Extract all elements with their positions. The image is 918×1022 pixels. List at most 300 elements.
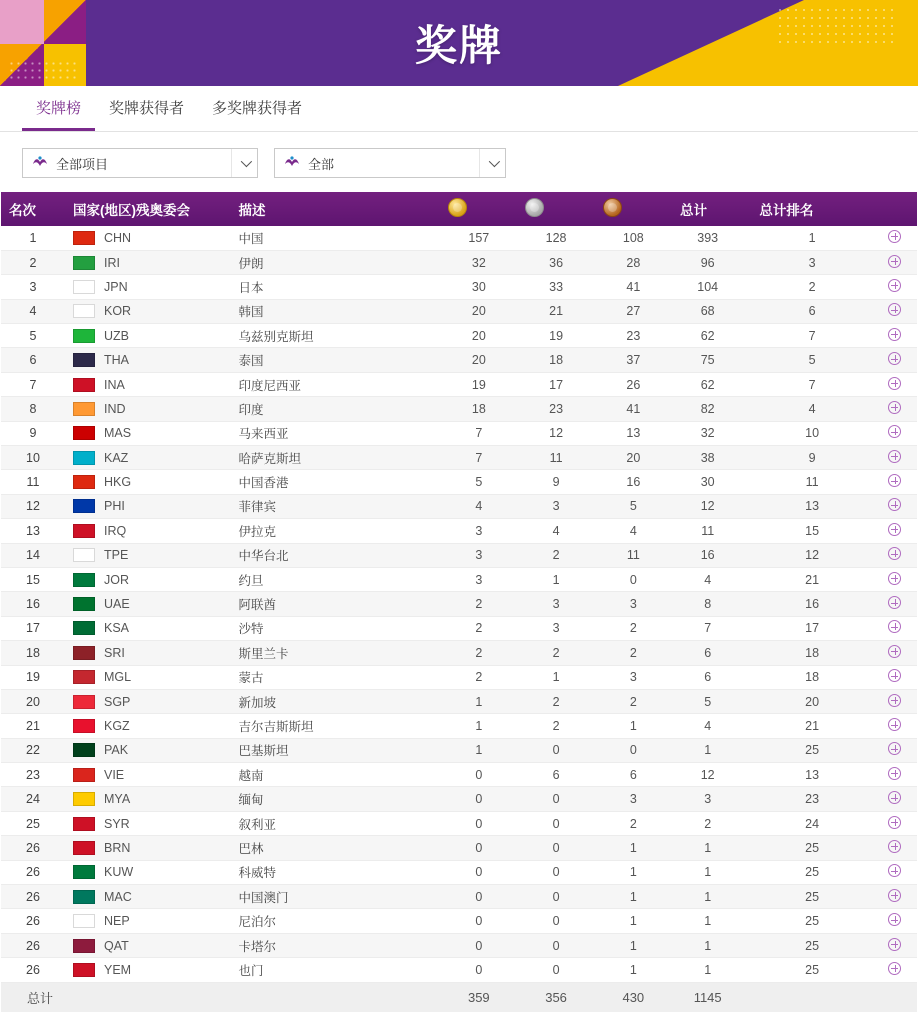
expand-row-icon[interactable] xyxy=(888,498,901,511)
table-row[interactable] xyxy=(1,324,917,348)
cell-description: 马来西亚 xyxy=(231,421,441,445)
cell-description: 蒙古 xyxy=(231,665,441,689)
tab-bar xyxy=(0,86,918,132)
expand-row-icon[interactable] xyxy=(888,645,901,658)
cell-noc xyxy=(65,738,231,762)
cell-actions[interactable] xyxy=(873,689,917,713)
noc-filter-select[interactable] xyxy=(274,148,506,178)
cell-total: 8 xyxy=(672,592,751,616)
cell-actions[interactable] xyxy=(873,885,917,909)
cell-bronze: 28 xyxy=(595,250,672,274)
cell-rank: 22 xyxy=(1,738,65,762)
cell-silver: 21 xyxy=(517,299,594,323)
flag-icon xyxy=(73,378,95,392)
cell-silver: 2 xyxy=(517,543,594,567)
cell-total-rank: 18 xyxy=(751,665,872,689)
column-bronze[interactable] xyxy=(595,192,672,226)
expand-row-icon[interactable] xyxy=(888,255,901,268)
cell-gold: 2 xyxy=(440,665,517,689)
flag-icon xyxy=(73,963,95,977)
cell-total-rank: 18 xyxy=(751,641,872,665)
noc-code: MAS xyxy=(104,426,132,441)
cell-bronze: 2 xyxy=(595,811,672,835)
games-logo-icon xyxy=(283,155,301,171)
table-row[interactable] xyxy=(1,446,917,470)
table-row[interactable] xyxy=(1,372,917,396)
expand-row-icon[interactable] xyxy=(888,328,901,341)
cell-actions[interactable] xyxy=(873,909,917,933)
expand-row-icon[interactable] xyxy=(888,816,901,829)
cell-description: 中国香港 xyxy=(231,470,441,494)
flag-icon xyxy=(73,524,95,538)
footer-label: 总计 xyxy=(1,982,440,1012)
cell-actions[interactable] xyxy=(873,811,917,835)
footer-silver: 356 xyxy=(517,982,594,1012)
column-rank[interactable]: 名次 xyxy=(1,192,65,226)
cell-rank: 16 xyxy=(1,592,65,616)
noc-code: CHN xyxy=(104,230,132,245)
column-silver[interactable] xyxy=(517,192,594,226)
cell-actions[interactable] xyxy=(873,470,917,494)
cell-silver: 36 xyxy=(517,250,594,274)
flag-icon xyxy=(73,573,95,587)
cell-rank: 20 xyxy=(1,689,65,713)
cell-actions[interactable] xyxy=(873,226,917,250)
cell-noc xyxy=(65,763,231,787)
cell-total: 68 xyxy=(672,299,751,323)
cell-bronze: 41 xyxy=(595,275,672,299)
tab-medal-standings[interactable]: 奖牌榜 xyxy=(22,85,95,131)
cell-silver: 1 xyxy=(517,567,594,591)
cell-description: 缅甸 xyxy=(231,787,441,811)
cell-rank: 26 xyxy=(1,836,65,860)
table-row[interactable] xyxy=(1,567,917,591)
expand-row-icon[interactable] xyxy=(888,742,901,755)
cell-description: 巴林 xyxy=(231,836,441,860)
cell-actions[interactable] xyxy=(873,299,917,323)
noc-code: UAE xyxy=(104,597,130,612)
flag-icon xyxy=(73,402,95,416)
cell-total-rank: 10 xyxy=(751,421,872,445)
table-row[interactable] xyxy=(1,885,917,909)
cell-noc xyxy=(65,641,231,665)
expand-row-icon[interactable] xyxy=(888,669,901,682)
table-row[interactable] xyxy=(1,763,917,787)
table-row[interactable] xyxy=(1,665,917,689)
cell-total: 30 xyxy=(672,470,751,494)
expand-row-icon[interactable] xyxy=(888,523,901,536)
flag-icon xyxy=(73,451,95,465)
table-row[interactable] xyxy=(1,958,917,982)
cell-rank: 10 xyxy=(1,446,65,470)
expand-row-icon[interactable] xyxy=(888,620,901,633)
cell-rank: 2 xyxy=(1,250,65,274)
cell-total-rank: 25 xyxy=(751,933,872,957)
cell-gold: 2 xyxy=(440,592,517,616)
column-gold[interactable] xyxy=(440,192,517,226)
cell-silver: 0 xyxy=(517,933,594,957)
cell-noc xyxy=(65,397,231,421)
table-row[interactable] xyxy=(1,811,917,835)
cell-actions[interactable] xyxy=(873,616,917,640)
cell-silver: 1 xyxy=(517,665,594,689)
cell-description: 印度 xyxy=(231,397,441,421)
cell-noc xyxy=(65,421,231,445)
cell-noc xyxy=(65,836,231,860)
cell-rank: 3 xyxy=(1,275,65,299)
cell-noc xyxy=(65,885,231,909)
cell-gold: 19 xyxy=(440,372,517,396)
cell-actions[interactable] xyxy=(873,494,917,518)
table-row[interactable] xyxy=(1,689,917,713)
cell-silver: 2 xyxy=(517,714,594,738)
cell-rank: 5 xyxy=(1,324,65,348)
cell-actions[interactable] xyxy=(873,860,917,884)
cell-description: 印度尼西亚 xyxy=(231,372,441,396)
noc-code: THA xyxy=(104,353,129,368)
table-row[interactable] xyxy=(1,714,917,738)
cell-noc xyxy=(65,470,231,494)
cell-total: 12 xyxy=(672,494,751,518)
expand-row-icon[interactable] xyxy=(888,352,901,365)
cell-total-rank: 12 xyxy=(751,543,872,567)
cell-bronze: 3 xyxy=(595,787,672,811)
expand-row-icon[interactable] xyxy=(888,718,901,731)
cell-silver: 0 xyxy=(517,909,594,933)
flag-icon xyxy=(73,695,95,709)
cell-silver: 9 xyxy=(517,470,594,494)
cell-total-rank: 7 xyxy=(751,372,872,396)
cell-total-rank: 15 xyxy=(751,519,872,543)
cell-bronze: 108 xyxy=(595,226,672,250)
cell-description: 也门 xyxy=(231,958,441,982)
cell-bronze: 1 xyxy=(595,860,672,884)
expand-row-icon[interactable] xyxy=(888,572,901,585)
table-row[interactable] xyxy=(1,519,917,543)
column-total[interactable]: 总计 xyxy=(672,192,751,226)
flag-icon xyxy=(73,914,95,928)
cell-silver: 4 xyxy=(517,519,594,543)
tab-medallists[interactable]: 奖牌获得者 xyxy=(109,100,185,117)
cell-bronze: 3 xyxy=(595,665,672,689)
chevron-down-icon[interactable] xyxy=(231,149,257,177)
cell-total-rank: 2 xyxy=(751,275,872,299)
expand-row-icon[interactable] xyxy=(888,377,901,390)
cell-total-rank: 17 xyxy=(751,616,872,640)
cell-total-rank: 6 xyxy=(751,299,872,323)
noc-code: INA xyxy=(104,377,125,392)
expand-row-icon[interactable] xyxy=(888,474,901,487)
cell-rank: 26 xyxy=(1,909,65,933)
cell-description: 中国 xyxy=(231,226,441,250)
cell-actions[interactable] xyxy=(873,348,917,372)
cell-description: 韩国 xyxy=(231,299,441,323)
cell-description: 阿联酋 xyxy=(231,592,441,616)
table-row[interactable] xyxy=(1,641,917,665)
cell-bronze: 20 xyxy=(595,446,672,470)
cell-gold: 3 xyxy=(440,519,517,543)
cell-bronze: 26 xyxy=(595,372,672,396)
cell-rank: 25 xyxy=(1,811,65,835)
cell-total-rank: 20 xyxy=(751,689,872,713)
table-row[interactable] xyxy=(1,860,917,884)
table-row[interactable] xyxy=(1,933,917,957)
cell-silver: 0 xyxy=(517,811,594,835)
flag-icon xyxy=(73,548,95,562)
footer-total-rank xyxy=(751,982,872,1012)
cell-bronze: 4 xyxy=(595,519,672,543)
cell-gold: 1 xyxy=(440,714,517,738)
cell-gold: 5 xyxy=(440,470,517,494)
table-row[interactable] xyxy=(1,226,917,250)
cell-bronze: 1 xyxy=(595,836,672,860)
cell-bronze: 37 xyxy=(595,348,672,372)
cell-actions[interactable] xyxy=(873,567,917,591)
table-row[interactable] xyxy=(1,250,917,274)
expand-row-icon[interactable] xyxy=(888,401,901,414)
cell-gold: 0 xyxy=(440,885,517,909)
cell-total-rank: 25 xyxy=(751,885,872,909)
cell-actions[interactable] xyxy=(873,958,917,982)
cell-silver: 3 xyxy=(517,494,594,518)
flag-icon xyxy=(73,743,95,757)
cell-actions[interactable] xyxy=(873,714,917,738)
noc-code: JPN xyxy=(104,279,128,294)
table-row[interactable] xyxy=(1,738,917,762)
flag-icon xyxy=(73,475,95,489)
cell-silver: 128 xyxy=(517,226,594,250)
cell-rank: 8 xyxy=(1,397,65,421)
table-row[interactable] xyxy=(1,494,917,518)
cell-actions[interactable] xyxy=(873,641,917,665)
column-actions xyxy=(873,192,917,226)
cell-actions[interactable] xyxy=(873,836,917,860)
cell-total: 1 xyxy=(672,860,751,884)
cell-total-rank: 4 xyxy=(751,397,872,421)
sport-filter-select[interactable] xyxy=(22,148,258,178)
flag-icon xyxy=(73,792,95,806)
cell-silver: 0 xyxy=(517,836,594,860)
cell-total-rank: 3 xyxy=(751,250,872,274)
cell-actions[interactable] xyxy=(873,372,917,396)
cell-rank: 26 xyxy=(1,885,65,909)
cell-gold: 0 xyxy=(440,958,517,982)
cell-description: 叙利亚 xyxy=(231,811,441,835)
noc-code: KUW xyxy=(104,865,134,880)
cell-gold: 3 xyxy=(440,567,517,591)
cell-actions[interactable] xyxy=(873,763,917,787)
cell-silver: 18 xyxy=(517,348,594,372)
noc-code: UZB xyxy=(104,328,129,343)
expand-row-icon[interactable] xyxy=(888,791,901,804)
noc-code: PAK xyxy=(104,743,129,758)
cell-total-rank: 21 xyxy=(751,567,872,591)
noc-code: KGZ xyxy=(104,719,130,733)
cell-total: 82 xyxy=(672,397,751,421)
expand-row-icon[interactable] xyxy=(888,425,901,438)
cell-bronze: 1 xyxy=(595,714,672,738)
noc-code: KSA xyxy=(104,621,130,636)
cell-actions[interactable] xyxy=(873,592,917,616)
cell-rank: 21 xyxy=(1,714,65,738)
expand-row-icon[interactable] xyxy=(888,694,901,707)
cell-actions[interactable] xyxy=(873,787,917,811)
table-row[interactable] xyxy=(1,592,917,616)
cell-total: 75 xyxy=(672,348,751,372)
noc-code: KAZ xyxy=(104,450,129,465)
cell-description: 约旦 xyxy=(231,567,441,591)
cell-total: 96 xyxy=(672,250,751,274)
expand-row-icon[interactable] xyxy=(888,889,901,902)
noc-code: KOR xyxy=(104,304,132,319)
cell-gold: 20 xyxy=(440,299,517,323)
cell-noc xyxy=(65,324,231,348)
cell-silver: 0 xyxy=(517,885,594,909)
expand-row-icon[interactable] xyxy=(888,962,901,975)
flag-icon xyxy=(73,256,95,270)
tab-multi-medallists[interactable]: 多奖牌获得者 xyxy=(212,100,303,117)
cell-rank: 19 xyxy=(1,665,65,689)
cell-description: 卡塔尔 xyxy=(231,933,441,957)
column-description[interactable]: 描述 xyxy=(231,192,441,226)
cell-rank: 23 xyxy=(1,763,65,787)
cell-description: 新加坡 xyxy=(231,689,441,713)
cell-noc xyxy=(65,714,231,738)
cell-total: 6 xyxy=(672,665,751,689)
cell-actions[interactable] xyxy=(873,324,917,348)
table-row[interactable] xyxy=(1,299,917,323)
cell-actions[interactable] xyxy=(873,519,917,543)
table-row[interactable] xyxy=(1,909,917,933)
cell-description: 菲律宾 xyxy=(231,494,441,518)
cell-bronze: 3 xyxy=(595,592,672,616)
cell-actions[interactable] xyxy=(873,933,917,957)
flag-icon xyxy=(73,768,95,782)
page-banner xyxy=(0,0,918,86)
table-row[interactable] xyxy=(1,543,917,567)
expand-row-icon[interactable] xyxy=(888,938,901,951)
expand-row-icon[interactable] xyxy=(888,840,901,853)
chevron-down-icon[interactable] xyxy=(479,149,505,177)
cell-total: 38 xyxy=(672,446,751,470)
cell-bronze: 1 xyxy=(595,885,672,909)
expand-row-icon[interactable] xyxy=(888,230,901,243)
cell-rank: 9 xyxy=(1,421,65,445)
cell-rank: 26 xyxy=(1,860,65,884)
cell-total-rank: 25 xyxy=(751,738,872,762)
cell-actions[interactable] xyxy=(873,665,917,689)
cell-bronze: 2 xyxy=(595,616,672,640)
cell-actions[interactable] xyxy=(873,738,917,762)
cell-noc xyxy=(65,446,231,470)
noc-code: MYA xyxy=(104,792,131,807)
expand-row-icon[interactable] xyxy=(888,767,901,780)
flag-icon xyxy=(73,719,95,733)
cell-bronze: 2 xyxy=(595,641,672,665)
cell-total: 393 xyxy=(672,226,751,250)
table-body xyxy=(1,226,917,982)
cell-description: 日本 xyxy=(231,275,441,299)
cell-actions[interactable] xyxy=(873,250,917,274)
cell-actions[interactable] xyxy=(873,275,917,299)
cell-noc xyxy=(65,543,231,567)
cell-total-rank: 5 xyxy=(751,348,872,372)
cell-silver: 2 xyxy=(517,641,594,665)
cell-gold: 0 xyxy=(440,763,517,787)
cell-total: 1 xyxy=(672,738,751,762)
cell-silver: 33 xyxy=(517,275,594,299)
table-row[interactable] xyxy=(1,470,917,494)
cell-silver: 19 xyxy=(517,324,594,348)
games-logo-icon xyxy=(31,155,49,171)
column-total-rank[interactable]: 总计排名 xyxy=(751,192,872,226)
cell-description: 中华台北 xyxy=(231,543,441,567)
column-noc[interactable]: 国家(地区)残奥委会 xyxy=(65,192,231,226)
cell-noc xyxy=(65,299,231,323)
cell-total-rank: 25 xyxy=(751,909,872,933)
flag-icon xyxy=(73,499,95,513)
cell-actions[interactable] xyxy=(873,543,917,567)
expand-row-icon[interactable] xyxy=(888,913,901,926)
medal-standings-table xyxy=(1,192,917,1012)
table-row[interactable] xyxy=(1,348,917,372)
cell-total-rank: 16 xyxy=(751,592,872,616)
cell-rank: 4 xyxy=(1,299,65,323)
table-row[interactable] xyxy=(1,397,917,421)
cell-total: 5 xyxy=(672,689,751,713)
expand-row-icon[interactable] xyxy=(888,547,901,560)
cell-silver: 17 xyxy=(517,372,594,396)
cell-actions[interactable] xyxy=(873,446,917,470)
cell-actions[interactable] xyxy=(873,397,917,421)
cell-rank: 26 xyxy=(1,958,65,982)
cell-bronze: 13 xyxy=(595,421,672,445)
cell-total: 1 xyxy=(672,836,751,860)
cell-description: 越南 xyxy=(231,763,441,787)
cell-description: 哈萨克斯坦 xyxy=(231,446,441,470)
cell-total: 6 xyxy=(672,641,751,665)
expand-row-icon[interactable] xyxy=(888,303,901,316)
cell-total-rank: 11 xyxy=(751,470,872,494)
table-row[interactable] xyxy=(1,616,917,640)
noc-code: VIE xyxy=(104,767,125,782)
table-row[interactable] xyxy=(1,787,917,811)
flag-icon xyxy=(73,353,95,367)
sport-filter-value: 全部项目 xyxy=(56,156,109,172)
table-row[interactable] xyxy=(1,275,917,299)
cell-silver: 23 xyxy=(517,397,594,421)
expand-row-icon[interactable] xyxy=(888,450,901,463)
cell-total-rank: 25 xyxy=(751,958,872,982)
table-row[interactable] xyxy=(1,836,917,860)
cell-description: 泰国 xyxy=(231,348,441,372)
cell-total: 12 xyxy=(672,763,751,787)
cell-actions[interactable] xyxy=(873,421,917,445)
expand-row-icon[interactable] xyxy=(888,596,901,609)
cell-total: 7 xyxy=(672,616,751,640)
footer-bronze: 430 xyxy=(595,982,672,1012)
flag-icon xyxy=(73,597,95,611)
cell-noc xyxy=(65,811,231,835)
cell-gold: 32 xyxy=(440,250,517,274)
expand-row-icon[interactable] xyxy=(888,279,901,292)
cell-silver: 2 xyxy=(517,689,594,713)
expand-row-icon[interactable] xyxy=(888,864,901,877)
table-row[interactable] xyxy=(1,421,917,445)
cell-noc xyxy=(65,226,231,250)
noc-code: BRN xyxy=(104,840,131,855)
bronze-medal-icon xyxy=(603,198,622,217)
